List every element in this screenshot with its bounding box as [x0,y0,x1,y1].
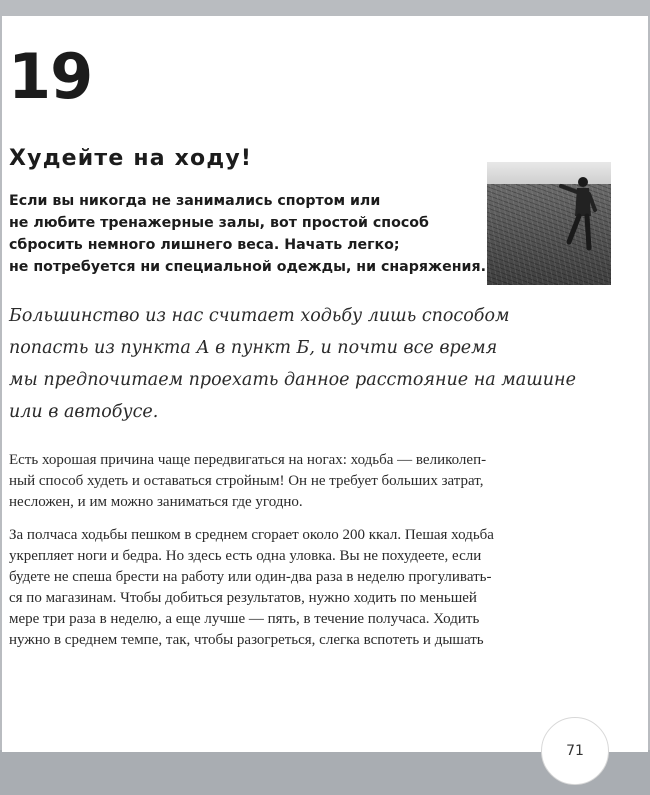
body-line: мере три раза в неделю, а еще лучше — пять, в течение получаса. Ходить [9,611,480,627]
quote-line: или в автобусе. [9,402,159,422]
body-line: укрепляет ноги и бедра. Но здесь есть одна уловка. Вы не похудеете, если [9,548,482,564]
body-paragraph-2 [9,525,541,651]
quote-line: мы предпочитаем проехать данное расстояние на машине [9,370,576,390]
body-line: будете не спеша брести на работу или один-два раза в неделю прогуливать- [9,569,492,585]
body-line: нужно в среднем темпе, так, чтобы разогреться, слегка вспотеть и дышать [9,632,484,648]
lead-line: сбросить немного лишнего веса. Начать легко; [9,237,400,253]
body-paragraph-1 [9,450,541,513]
lead-paragraph [9,190,486,278]
walking-person-icon [559,172,599,252]
handwritten-quote [9,300,576,428]
chapter-number: 19 [8,40,93,113]
person-walking-in-field-photo [487,162,611,285]
body-line: несложен, и им можно заниматься где угодно. [9,494,303,510]
body-line: ся по магазинам. Чтобы добиться результатов, нужно ходить по меньшей [9,590,477,606]
quote-line: Большинство из нас считает ходьбу лишь способом [9,306,510,326]
lead-line: не потребуется ни специальной одежды, ни снаряжения. [9,259,486,275]
page-number: 71 [541,717,609,785]
body-line: За полчаса ходьбы пешком в среднем сгорает около 200 ккал. Пешая ходьба [9,527,494,543]
quote-line: попасть из пункта А в пункт Б, и почти все время [9,338,498,358]
lead-line: Если вы никогда не занимались спортом или [9,193,381,209]
body-line: ный способ худеть и оставаться стройным! Он не требует больших затрат, [9,473,484,489]
chapter-title: Худейте на ходу! [9,146,253,171]
body-line: Есть хорошая причина чаще передвигаться на ногах: ходьба — великолеп- [9,452,487,468]
lead-line: не любите тренажерные залы, вот простой способ [9,215,429,231]
